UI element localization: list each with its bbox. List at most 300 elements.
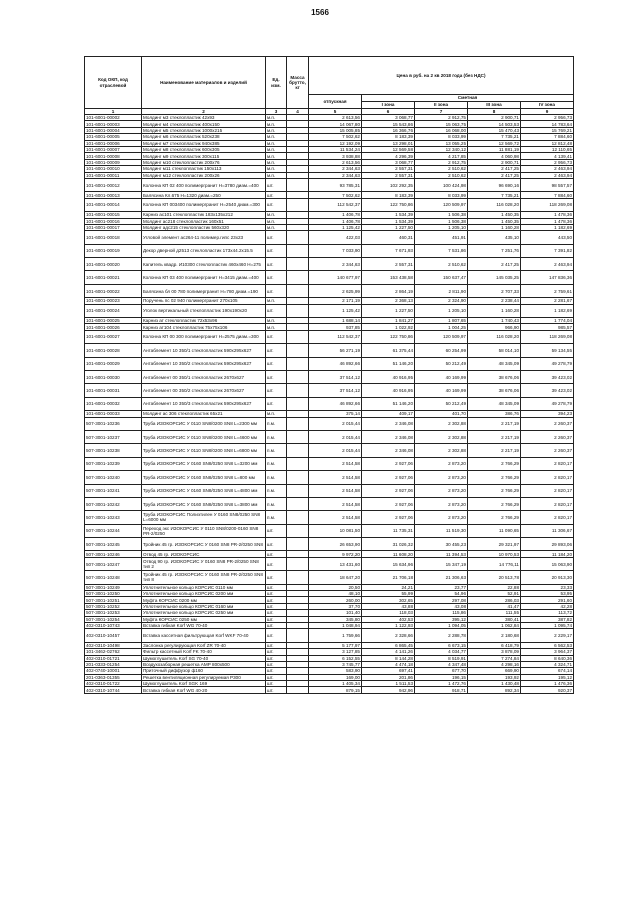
cell-code: 507-3001-10237 [85,430,142,443]
cell-name: Молдинг м6 стеклопластик 520х238 [142,134,266,140]
cell-name: Молдинг м12 стеклопластик 200х26 [142,172,266,178]
cell-unit: шт. [266,397,287,410]
header-unit: Ед. изм. [266,57,287,109]
cell-price-zone-3: 1 450,35 [468,218,521,224]
cell-price-zone-3: 386,76 [468,411,521,417]
cell-price-zone-3: 20 513,78 [468,571,521,584]
cell-price-zone-2: 1 205,10 [415,304,468,317]
cell-price-zone-4: 291,60 [521,597,574,603]
cell-price-zone-4: 39 423,02 [521,370,574,383]
cell-name: Балясина бл 00 780 полимергранит Н=780 диам.=190 [142,284,266,297]
cell-name: Карниз ас101 стеклопластик 183х135х212 [142,212,266,218]
cell-price-zone-2: 100 424,98 [415,178,468,191]
table-row [85,444,574,457]
cell-price-otpusk: 37 514,12 [309,370,362,383]
cell-code: 101-6001-00015 [85,212,142,218]
cell-mass [287,484,309,497]
cell-code: 507-3001-10250 [85,591,142,597]
cell-mass [287,244,309,257]
cell-code: 402-0310-10744 [85,687,142,693]
cell-price-zone-4: 2 820,17 [521,484,574,497]
cell-price-zone-4: 1 774,04 [521,318,574,324]
cell-unit: шт. [266,597,287,603]
table-row [85,471,574,484]
column-number: 5 [309,109,362,115]
cell-price-zone-2: 8 033,99 [415,192,468,198]
cell-name: Труба ИЗОКОРСИС У 0160 SN8/0250 SN8 L=4800 мм [142,484,266,497]
cell-price-otpusk: 2 514,58 [309,457,362,470]
cell-price-zone-1: 6 865,45 [362,642,415,648]
cell-mass [287,417,309,430]
cell-price-zone-3: 11 090,65 [468,524,521,537]
cell-name: Вставка гибкая Korf WG 40-20 [142,687,266,693]
cell-price-zone-1: 2 557,31 [362,258,415,271]
cell-price-zone-4: 1 478,36 [521,212,574,218]
column-number: 6 [362,109,415,115]
cell-price-zone-3: 38 676,06 [468,384,521,397]
cell-price-zone-1: 1 511,53 [362,681,415,687]
cell-mass [287,370,309,383]
cell-code: 507-3001-10244 [85,524,142,537]
page-number: 1566 [311,8,329,17]
cell-price-otpusk: 2 344,63 [309,166,362,172]
cell-code: 101-6001-00012 [85,178,142,191]
cell-price-otpusk: 1 759,66 [309,629,362,642]
cell-price-otpusk: 2 613,56 [309,159,362,165]
cell-name: Решетка вентиляционная регулируемая Р300 [142,674,266,680]
cell-price-zone-4: 387,82 [521,616,574,622]
table-row [85,271,574,284]
cell-price-zone-2: 451,91 [415,231,468,244]
cell-price-otpusk: 937,85 [309,324,362,330]
table-row [85,231,574,244]
cell-price-otpusk: 7 502,62 [309,134,362,140]
cell-code: 201-0363-01355 [85,674,142,680]
cell-price-otpusk: 3 745,77 [309,661,362,667]
cell-price-zone-1: 153 438,58 [362,271,415,284]
cell-price-zone-4: 2 820,17 [521,497,574,510]
cell-price-otpusk: 1 125,42 [309,304,362,317]
cell-price-zone-3: 1 160,28 [468,304,521,317]
cell-price-zone-3: 1 430,48 [468,681,521,687]
cell-price-zone-1: 3 068,77 [362,115,415,121]
cell-price-zone-2: 54,96 [415,591,468,597]
cell-price-zone-1: 51 146,20 [362,357,415,370]
cell-code: 507-3001-10254 [85,616,142,622]
cell-mass [287,330,309,343]
cell-price-otpusk: 11 534,24 [309,147,362,153]
cell-price-zone-4: 2 260,37 [521,444,574,457]
cell-unit: шт. [266,649,287,655]
cell-price-zone-1: 4 141,26 [362,649,415,655]
cell-unit: шт. [266,557,287,570]
cell-price-otpusk: 18 647,20 [309,571,362,584]
cell-price-zone-2: 8 519,91 [415,655,468,661]
cell-price-zone-3: 7 251,76 [468,244,521,257]
cell-unit: п.м. [266,484,287,497]
cell-unit: шт. [266,610,287,616]
cell-price-zone-1: 201,86 [362,674,415,680]
cell-price-zone-1: 21 706,18 [362,571,415,584]
cell-unit: шт. [266,603,287,609]
cell-price-zone-2: 2 302,88 [415,430,468,443]
cell-price-zone-4: 985,57 [521,324,574,330]
cell-price-zone-4: 11 306,67 [521,524,574,537]
cell-price-zone-3: 966,90 [468,324,521,330]
cell-price-zone-3: 2 766,29 [468,497,521,510]
cell-price-zone-3: 116 028,20 [468,198,521,211]
cell-unit: шт. [266,258,287,271]
cell-price-zone-3: 96 690,16 [468,178,521,191]
cell-unit: м.п. [266,127,287,133]
cell-mass [287,571,309,584]
cell-price-zone-3: 48 345,09 [468,397,521,410]
cell-name: Муфта КОРСИС 0200 мм [142,597,266,603]
cell-code: 402-0310-10743 [85,622,142,628]
cell-price-zone-1: 2 927,06 [362,471,415,484]
cell-price-otpusk: 37,70 [309,603,362,609]
cell-name: Молдинг м5 стеклопластик 1000х215 [142,127,266,133]
cell-unit: шт. [266,622,287,628]
cell-code: 507-3001-10251 [85,597,142,603]
cell-price-zone-3: 669,90 [468,668,521,674]
cell-price-zone-1: 8 183,39 [362,192,415,198]
cell-price-otpusk: 2 514,58 [309,497,362,510]
cell-code: 101-6001-00003 [85,121,142,127]
cell-code: 101-6001-00019 [85,244,142,257]
cell-unit: м.п. [266,166,287,172]
cell-price-zone-4: 2 260,37 [521,430,574,443]
cell-code: 402-0310-01721 [85,655,142,661]
cell-price-zone-4: 2 281,67 [521,298,574,304]
cell-name: Шумоглушитель Korf SG 70-40 [142,655,266,661]
cell-price-otpusk: 583,90 [309,668,362,674]
cell-code: 507-3001-10239 [85,457,142,470]
cell-unit: п.м. [266,417,287,430]
cell-price-zone-4: 15 063,90 [521,557,574,570]
cell-unit: м.п. [266,134,287,140]
cell-code: 507-3001-10241 [85,484,142,497]
cell-name: Труба ИЗОКОРСИС У 0110 SN8/0200 SN8 L=4600 мм [142,430,266,443]
cell-price-zone-1: 55,99 [362,591,415,597]
cell-price-zone-4: 2 820,17 [521,511,574,524]
cell-code: 101-6001-00027 [85,330,142,343]
cell-unit: шт. [266,616,287,622]
cell-name: Труба ИЗОКОРСИС У 0110 SN8/0200 SN8 L=2300 мм [142,417,266,430]
cell-code: 101-6001-00023 [85,298,142,304]
cell-price-zone-4: 59 134,55 [521,344,574,357]
cell-price-otpusk: 2 015,44 [309,444,362,457]
cell-price-otpusk: 2 514,58 [309,471,362,484]
cell-unit: шт. [266,330,287,343]
cell-price-zone-1: 2 927,06 [362,484,415,497]
cell-price-otpusk: 2 514,58 [309,484,362,497]
cell-price-zone-3: 2 217,19 [468,430,521,443]
cell-name: Уплотнительное кольцо КОРСИС 0250 мм [142,610,266,616]
cell-price-zone-2: 40 169,99 [415,384,468,397]
cell-price-otpusk: 3 938,88 [309,153,362,159]
cell-price-zone-2: 1 094,05 [415,622,468,628]
cell-code: 101-6001-00029 [85,357,142,370]
cell-unit: шт. [266,284,287,297]
cell-code: 101-6001-00030 [85,370,142,383]
cell-price-zone-4: 11 184,20 [521,551,574,557]
cell-price-zone-2: 120 509,97 [415,330,468,343]
cell-price-zone-4: 1 182,69 [521,224,574,230]
cell-price-zone-4: 7 884,60 [521,134,574,140]
table-row [85,198,574,211]
cell-code: 402-0310-10498 [85,642,142,648]
cell-price-zone-2: 2 873,20 [415,511,468,524]
cell-name: Декор дверной д2513 стеклопластик 173х44.2х15.5 [142,244,266,257]
cell-code: 507-3001-10249 [85,584,142,590]
cell-unit: м.п. [266,224,287,230]
table-row [85,571,574,584]
cell-price-zone-4: 53,95 [521,591,574,597]
cell-price-zone-2: 2 510,62 [415,166,468,172]
cell-price-otpusk: 1 688,14 [309,318,362,324]
cell-price-zone-2: 12 340,12 [415,147,468,153]
table-row [85,538,574,551]
cell-mass [287,444,309,457]
cell-unit: шт. [266,524,287,537]
table-row [85,557,574,570]
header-zone-4: IV зона [521,102,574,109]
cell-price-otpusk: 37 514,12 [309,384,362,397]
cell-name: Переход экс ИЗОКОРСИС У 0110 SN8/0200-0160 SN8 PR-2/0250 [142,524,266,537]
table-row [85,258,574,271]
header-mass: Масса брутто, кг [287,57,309,109]
cell-price-zone-4: 394,23 [521,411,574,417]
cell-price-zone-3: 7 735,21 [468,192,521,198]
cell-price-zone-4: 1 478,36 [521,218,574,224]
cell-code: 101-6001-00031 [85,384,142,397]
cell-price-zone-4: 4 139,41 [521,153,574,159]
price-table [84,56,574,694]
cell-price-zone-3: 2 217,19 [468,417,521,430]
cell-price-zone-1: 4 474,18 [362,661,415,667]
header-zone-2: II зона [415,102,468,109]
cell-price-zone-2: 2 873,20 [415,484,468,497]
cell-price-zone-3: 12 569,72 [468,140,521,146]
cell-price-zone-3: 116 028,20 [468,330,521,343]
cell-code: 101-3462-02762 [85,649,142,655]
cell-name: Поручень пс 02 940 полимергранит 270х105 [142,298,266,304]
cell-price-otpusk: 375,14 [309,411,362,417]
cell-mass [287,629,309,642]
cell-unit: п.м. [266,511,287,524]
cell-price-zone-4: 2 463,94 [521,166,574,172]
cell-name: Карниз ат стеклопластик 72х53х96 [142,318,266,324]
cell-price-zone-2: 1 807,65 [415,318,468,324]
cell-price-zone-2: 297,08 [415,597,468,603]
table-row [85,344,574,357]
cell-price-zone-1: 51 146,20 [362,397,415,410]
cell-price-zone-4: 2 229,17 [521,629,574,642]
header-code: Код ОКП, код отраслевой [85,57,142,109]
cell-price-zone-2: 2 510,62 [415,172,468,178]
cell-unit: шт. [266,661,287,667]
cell-price-otpusk: 345,80 [309,616,362,622]
cell-price-zone-4: 4 324,71 [521,661,574,667]
cell-price-zone-4: 98 557,57 [521,178,574,191]
cell-price-otpusk: 2 171,19 [309,298,362,304]
cell-price-zone-4: 12 812,48 [521,140,574,146]
cell-code: 507-3001-10245 [85,538,142,551]
cell-name: Воздухозаборная решетка АМР 800х500 [142,661,266,667]
cell-price-zone-1: 122 750,86 [362,330,415,343]
cell-price-zone-1: 1 534,39 [362,212,415,218]
cell-price-zone-4: 2 463,94 [521,172,574,178]
cell-price-otpusk: 2 015,44 [309,430,362,443]
cell-unit: шт. [266,370,287,383]
cell-price-zone-3: 38 676,06 [468,370,521,383]
cell-price-zone-3: 2 417,25 [468,172,521,178]
cell-price-zone-1: 2 557,31 [362,172,415,178]
cell-price-zone-1: 697,41 [362,668,415,674]
cell-name: Труба ИЗОКОРСИС У 0160 SN8/0250 SN8 L=3200 мм [142,457,266,470]
cell-name: Шумоглушитель Korf SGK 169 [142,681,266,687]
cell-code: 101-6001-00007 [85,147,142,153]
cell-code: 101-6001-00022 [85,284,142,297]
cell-price-zone-1: 2 927,06 [362,457,415,470]
cell-price-zone-2: 2 873,20 [415,471,468,484]
cell-code: 101-6001-00008 [85,153,142,159]
cell-price-otpusk: 7 502,62 [309,192,362,198]
cell-price-zone-3: 1 062,84 [468,622,521,628]
cell-price-zone-4: 12 110,65 [521,147,574,153]
cell-price-zone-3: 2 766,29 [468,511,521,524]
cell-price-zone-4: 2 956,73 [521,159,574,165]
cell-price-zone-2: 196,15 [415,674,468,680]
cell-price-zone-4: 2 820,17 [521,471,574,484]
cell-code: 101-6001-00020 [85,258,142,271]
cell-price-zone-4: 49 278,79 [521,357,574,370]
cell-unit: м.п. [266,159,287,165]
cell-price-zone-1: 2 927,06 [362,511,415,524]
cell-price-otpusk: 48,10 [309,591,362,597]
cell-price-zone-2: 120 509,97 [415,198,468,211]
cell-unit: шт. [266,681,287,687]
cell-price-zone-3: 145 035,25 [468,271,521,284]
cell-price-zone-3: 48 345,09 [468,357,521,370]
cell-code: 507-3001-10236 [85,417,142,430]
cell-code: 101-6001-00010 [85,166,142,172]
cell-price-zone-2: 2 873,20 [415,457,468,470]
cell-mass [287,511,309,524]
cell-unit: п.м. [266,444,287,457]
cell-price-zone-4: 1 476,36 [521,681,574,687]
cell-price-zone-1: 409,17 [362,411,415,417]
cell-price-zone-2: 1 472,76 [415,681,468,687]
cell-code: 101-6001-00011 [85,172,142,178]
cell-price-zone-3: 1 740,43 [468,318,521,324]
cell-name: Угловой элемент ас264-11 полимер.гипс 23х23 [142,231,266,244]
cell-price-zone-1: 460,31 [362,231,415,244]
cell-price-zone-4: 118 269,08 [521,198,574,211]
cell-name: Антаблемент 10 350/2 стеклопластик 590х295х627 [142,357,266,370]
cell-price-zone-4: 49 278,79 [521,397,574,410]
cell-price-otpusk: 5 177,97 [309,642,362,648]
cell-price-zone-2: 395,12 [415,616,468,622]
cell-price-zone-3: 2 766,29 [468,471,521,484]
cell-name: Карниз ат104 стеклопластик 75х75х106 [142,324,266,330]
cell-mass [287,178,309,191]
cell-price-otpusk: 2 625,99 [309,284,362,297]
cell-unit: шт. [266,551,287,557]
cell-price-zone-4: 2 820,17 [521,457,574,470]
cell-price-zone-1: 11 735,31 [362,524,415,537]
cell-price-zone-3: 7 735,21 [468,134,521,140]
table-row [85,417,574,430]
cell-mass [287,457,309,470]
cell-price-zone-3: 3 878,09 [468,649,521,655]
cell-unit: шт. [266,674,287,680]
cell-price-zone-2: 2 912,75 [415,159,468,165]
cell-name: Антаблемент 10 350/3 стеклопластик 590х295х627 [142,397,266,410]
column-number: 8 [468,109,521,115]
cell-price-otpusk: 56 271,19 [309,344,362,357]
cell-price-zone-2: 1 506,38 [415,218,468,224]
cell-price-zone-1: 12 569,58 [362,147,415,153]
table-row [85,524,574,537]
table-row [85,511,574,524]
cell-mass [287,344,309,357]
cell-code: 101-6001-00005 [85,134,142,140]
cell-price-otpusk: 9 972,20 [309,551,362,557]
cell-price-zone-4: 15 769,21 [521,127,574,133]
cell-price-otpusk: 6 152,55 [309,655,362,661]
cell-code: 507-3001-10248 [85,571,142,584]
cell-unit: м.п. [266,324,287,330]
cell-price-zone-1: 40 916,95 [362,370,415,383]
cell-price-zone-2: 11 394,53 [415,551,468,557]
cell-name: Молдинг м7 стеклопластик 940х385 [142,140,266,146]
cell-name: Труба ИЗОКОРСИС У 0160 SN8/0250 SN8 L=800 мм [142,471,266,484]
cell-mass [287,198,309,211]
cell-name: Колонна КП 003400 полимергранит Н=2540 диам.=300 [142,198,266,211]
cell-mass [287,497,309,510]
cell-price-zone-1: 15 634,96 [362,557,415,570]
cell-price-zone-1: 1 122,93 [362,622,415,628]
cell-price-zone-3: 380,41 [468,616,521,622]
cell-price-otpusk: 1 125,42 [309,224,362,230]
cell-unit: м.п. [266,318,287,324]
cell-mass [287,524,309,537]
header-price-group: Цена в руб. на 2 кв 2018 года (без НДС) [309,57,574,95]
header-name: Наименование материалов и изделий [142,57,266,109]
cell-price-zone-2: 150 637,47 [415,271,468,284]
cell-unit: шт. [266,192,287,198]
cell-unit: шт. [266,198,287,211]
header-otpusk: отпускная [309,95,362,109]
cell-unit: шт. [266,244,287,257]
cell-price-zone-3: 22,88 [468,584,521,590]
cell-price-zone-2: 7 531,86 [415,244,468,257]
cell-price-zone-1: 2 368,13 [362,298,415,304]
cell-mass [287,271,309,284]
cell-price-zone-4: 1 095,74 [521,622,574,628]
cell-price-zone-2: 6 673,15 [415,642,468,648]
cell-price-zone-3: 435,10 [468,231,521,244]
cell-code: 101-6001-00028 [85,344,142,357]
cell-unit: м.п. [266,153,287,159]
cell-price-zone-1: 2 346,08 [362,430,415,443]
cell-name: Балясина Кл.675 Н=1320 диам.=250 [142,192,266,198]
cell-name: Молдинг ас 306 стеклопластик 65х21 [142,411,266,417]
cell-code: 507-3001-10238 [85,444,142,457]
cell-price-zone-3: 892,34 [468,687,521,693]
